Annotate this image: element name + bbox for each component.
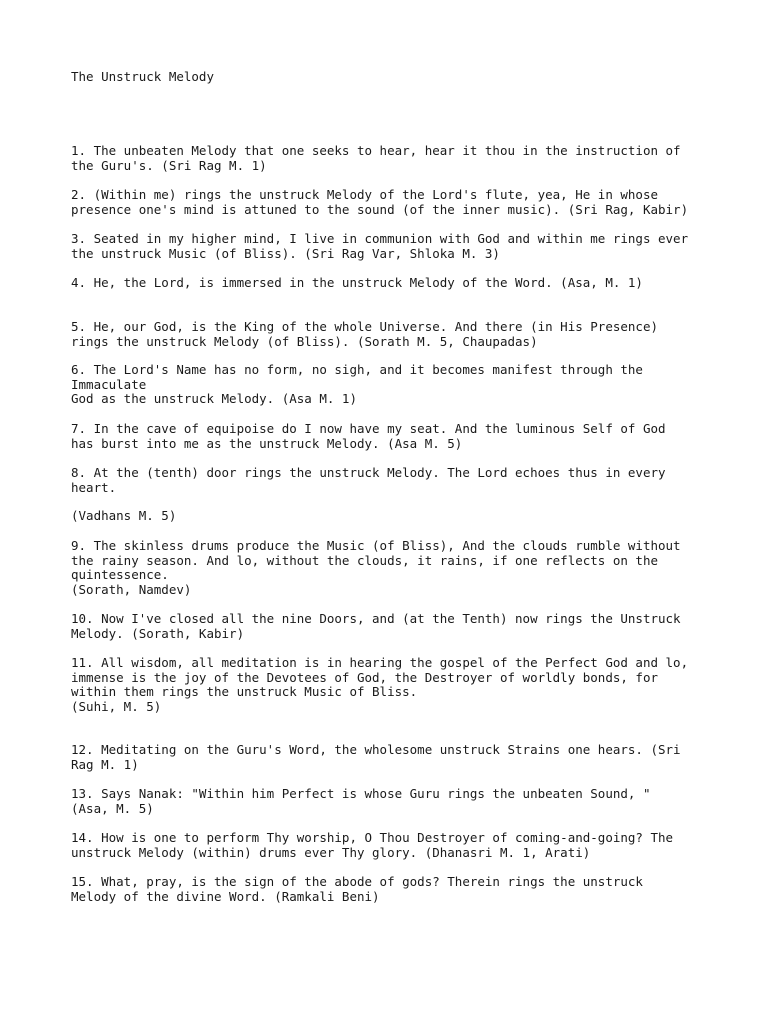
verse-entry-7: 7. In the cave of equipoise do I now have my seat. And the luminous Self of God has burst into me as the unstruck Melody. (Asa M. 5) — [71, 421, 666, 451]
verse-entry-6: 6. The Lord's Name has no form, no sigh, and it becomes manifest through the Immaculate God as the unstruck Melody. (Asa M. 1) — [71, 362, 643, 406]
verse-entry-8-source: (Vadhans M. 5) — [71, 508, 177, 523]
verse-entry-10: 10. Now I've closed all the nine Doors, and (at the Tenth) now rings the Unstruck Melody. (Sorath, Kabir) — [71, 611, 681, 641]
verse-entry-14: 14. How is one to perform Thy worship, O Thou Destroyer of coming-and-going? The unstruck Melody (within) drums ever Thy glory. (Dhanasri M. 1, Arati) — [71, 830, 674, 860]
verse-entry-4: 4. He, the Lord, is immersed in the unstruck Melody of the Word. (Asa, M. 1) — [71, 275, 643, 290]
verse-entry-9: 9. The skinless drums produce the Music (of Bliss), And the clouds rumble without the rainy season. And lo, without the clouds, it rains, if one reflects on the quintessence. (Sorath, Namdev) — [71, 538, 681, 597]
document-title: The Unstruck Melody — [71, 69, 214, 84]
verse-entry-15: 15. What, pray, is the sign of the abode of gods? Therein rings the unstruck Melody of the divine Word. (Ramkali Beni) — [71, 874, 643, 904]
verse-entry-8: 8. At the (tenth) door rings the unstruck Melody. The Lord echoes thus in every heart. — [71, 465, 666, 495]
verse-entry-11: 11. All wisdom, all meditation is in hearing the gospel of the Perfect God and lo, immense is the joy of the Devotees of God, the Destroyer of worldly bonds, for within them rings the unstruck Music of Bliss. (Suhi, M. 5) — [71, 655, 689, 714]
verse-entry-5: 5. He, our God, is the King of the whole Universe. And there (in His Presence) rings the unstruck Melody (of Bliss). (Sorath M. 5, Chaupadas) — [71, 319, 658, 349]
verse-entry-3: 3. Seated in my higher mind, I live in communion with God and within me rings ever the unstruck Music (of Bliss). (Sri Rag Var, Shloka M. 3) — [71, 231, 689, 261]
verse-entry-12: 12. Meditating on the Guru's Word, the wholesome unstruck Strains one hears. (Sri Rag M. 1) — [71, 742, 681, 772]
verse-entry-2: 2. (Within me) rings the unstruck Melody of the Lord's flute, yea, He in whose presence one's mind is attuned to the sound (of the inner music). (Sri Rag, Kabir) — [71, 187, 689, 217]
verse-entry-1: 1. The unbeaten Melody that one seeks to hear, hear it thou in the instruction of the Guru's. (Sri Rag M. 1) — [71, 143, 681, 173]
verse-entry-13: 13. Says Nanak: "Within him Perfect is whose Guru rings the unbeaten Sound, " (Asa, M. 5) — [71, 786, 651, 816]
